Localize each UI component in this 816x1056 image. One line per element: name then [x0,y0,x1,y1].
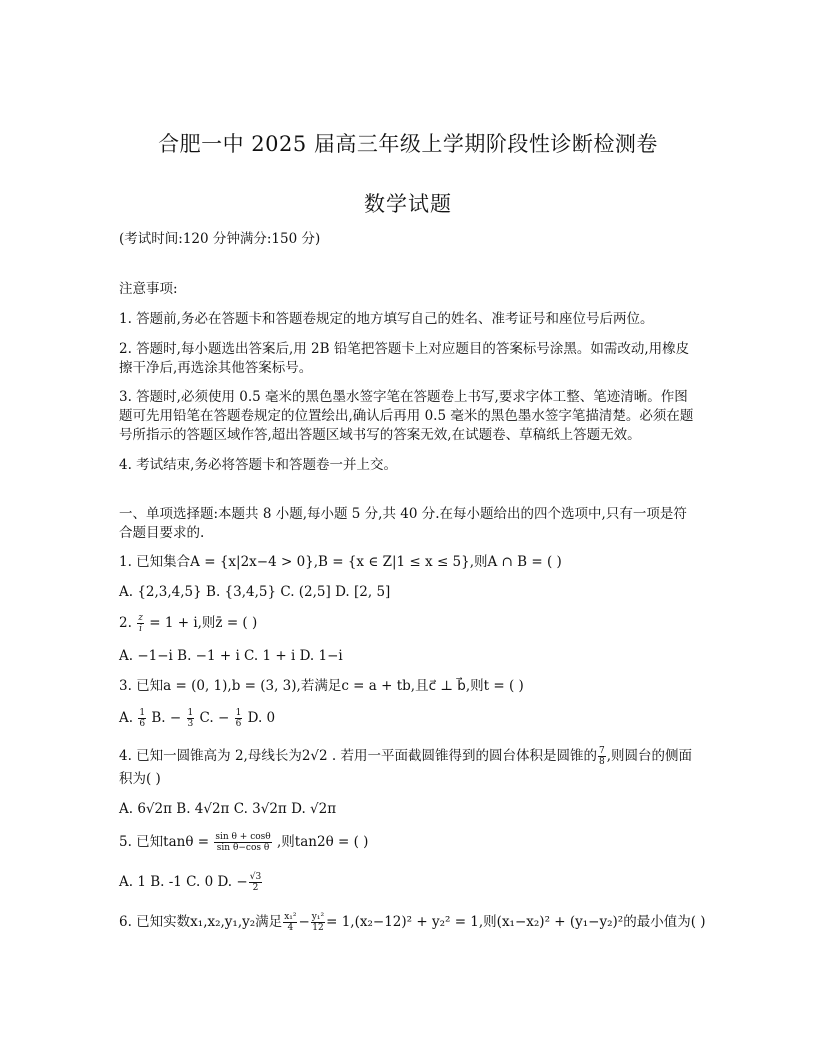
question-5-options-main: A. 1 B. -1 C. 0 D. − [119,874,248,890]
question-5-opt-d-fraction [249,872,262,893]
q3-opt-b-num: 1 [187,708,194,718]
q3-opt-a-fraction [138,708,146,729]
notice-heading: 注意事项: [119,281,178,297]
q3-opt-a-num: 1 [139,708,146,718]
question-2-number: 2. [119,615,132,631]
question-2-rest: = 1 + i,则z̄ = ( ) [149,615,258,631]
question-5-options [119,872,699,893]
question-1-stem: 1. 已知集合A = {x|2x−4 > 0},B = {x ∈ Z|1 ≤ x ≤ 5},则A ∩ B = ( ) [119,554,562,570]
question-6-frac1-num: x₁² [284,912,297,922]
question-4-stem-a: 4. 已知一圆锥高为 2,母线长为2√2 . 若用一平面截圆锥得到的圆台体积是圆锥的 [119,748,597,764]
question-6-frac2-num: y₁² [311,912,325,922]
section-heading: 一、单项选择题:本题共 8 小题,每小题 5 分,共 40 分.在每小题给出的四个选项中,只有一项是符合题目要求的. [119,506,687,541]
question-5-opt-d-num: √3 [249,872,262,882]
question-6-minus: − [298,914,310,930]
question-5-rest: ,则tan2θ = ( ) [277,834,369,850]
question-4-fraction-num: 7 [599,746,605,756]
question-3-options [119,708,699,729]
question-6-stem [119,912,706,933]
question-6-frac1-den: 4 [287,923,294,933]
q3-opt-b-den: 3 [187,719,194,729]
q3-opt-b-label: B. − [151,710,182,726]
question-2-stem [119,613,699,634]
question-4-stem-cont: 积为( ) [119,771,161,787]
question-5-opt-d-den: 2 [252,883,259,893]
question-2-fraction-den: i [139,624,142,634]
question-5-fraction-den: sin θ−cos θ [216,843,270,853]
question-5-fraction [214,832,271,853]
q3-opt-d: D. 0 [247,710,276,726]
exam-title: 合肥一中 2025 届高三年级上学期阶段性诊断检测卷 [158,132,658,156]
question-2-fraction [137,613,144,634]
q3-opt-b-fraction [187,708,195,729]
question-4-stem [119,746,699,767]
q3-opt-c-label: C. − [199,710,230,726]
question-6-fraction-2 [311,912,325,933]
question-6-rest: = 1,(x₂−12)² + y₂² = 1,则(x₁−x₂)² + (y₁−y₂)²的最小值为( ) [326,914,706,930]
q3-opt-a-label: A. [119,710,134,726]
question-4-stem-b: ,则圆台的侧面 [606,748,693,764]
exam-subtitle: 数学试题 [364,192,452,216]
question-2-options: A. −1−i B. −1 + i C. 1 + i D. 1−i [119,648,343,664]
question-5-stem [119,832,699,853]
notice-item-3: 3. 答题时,必须使用 0.5 毫米的黑色墨水签字笔在答题卷上书写,要求字体工整、笔迹清晰。作图题可先用铅笔在答题卷规定的位置绘出,确认后再用 0.5 毫米的黑色墨水签字笔描清楚。必须在题号所指示的答题区域作答,超出答题区域书写的答案无效,在试题卷、草稿纸上答题无效。 [119,389,694,443]
q3-opt-c-den: 6 [235,719,242,729]
question-6-fraction-1 [283,912,297,933]
q3-opt-c-num: 1 [235,708,242,718]
question-5-prefix: 5. 已知tanθ = [119,834,210,850]
notice-item-1: 1. 答题前,务必在答题卡和答题卷规定的地方填写自己的姓名、准考证号和座位号后两位。 [119,311,654,327]
notice-item-4: 4. 考试结束,务必将答题卡和答题卷一并上交。 [119,457,397,473]
question-1-options: A. {2,3,4,5} B. {3,4,5} C. (2,5] D. [2, 5] [119,584,391,600]
question-4-fraction-den: 8 [599,757,605,767]
q3-opt-c-fraction [235,708,243,729]
question-2-fraction-num: z [138,613,143,623]
notice-item-2: 2. 答题时,每小题选出答案后,用 2B 铅笔把答题卡上对应题目的答案标号涂黑。如需改动,用橡皮擦干净后,再选涂其他答案标号。 [119,341,690,376]
question-5-fraction-num: sin θ + cosθ [215,832,271,842]
question-6-prefix: 6. 已知实数x₁,x₂,y₁,y₂满足 [119,914,283,930]
question-3-stem: 3. 已知a = (0, 1),b = (3, 3),若满足c = a + tb,且c⃗ ⊥ b⃗,则t = ( ) [119,678,524,694]
question-4-fraction [598,746,606,767]
q3-opt-a-den: 6 [139,719,146,729]
question-6-frac2-den: 12 [312,923,324,933]
question-4-options: A. 6√2π B. 4√2π C. 3√2π D. √2π [119,801,337,817]
exam-info: (考试时间:120 分钟满分:150 分) [119,231,321,247]
